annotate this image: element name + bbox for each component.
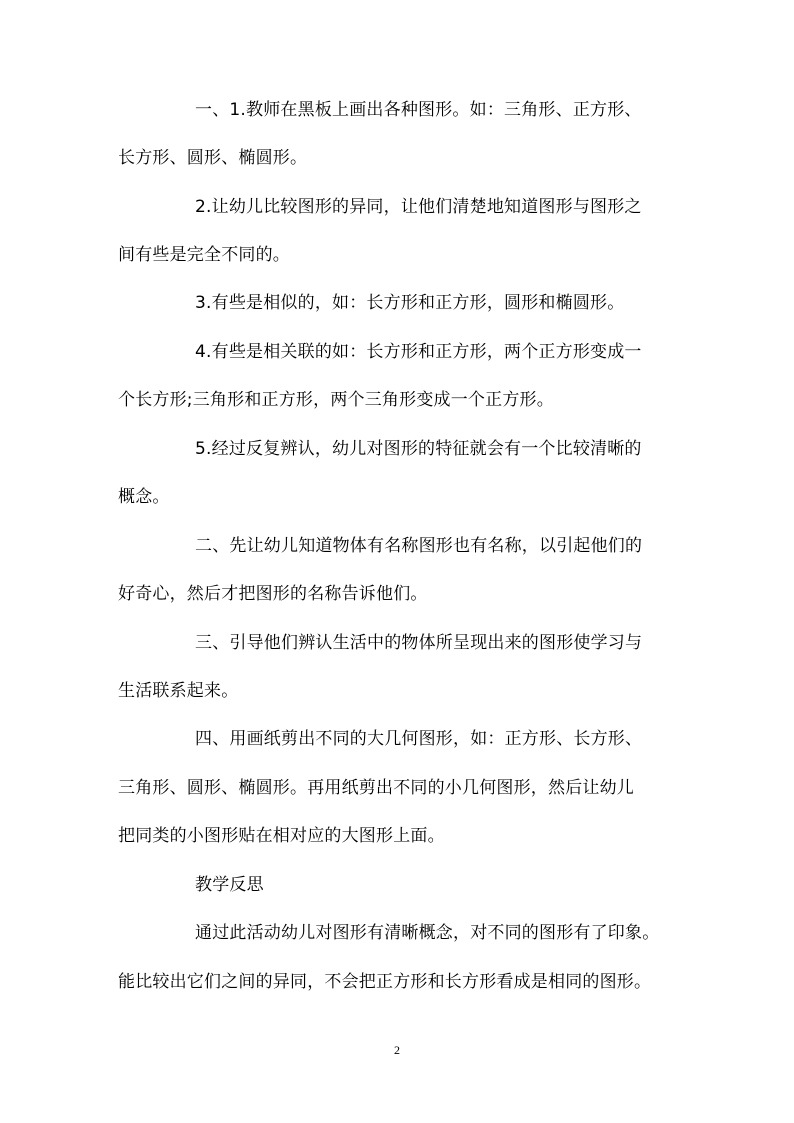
paragraph-line: 通过此活动幼儿对图形有清晰概念，对不同的图形有了印象。 (195, 923, 660, 943)
paragraph-line: 好奇心，然后才把图形的名称告诉他们。 (118, 584, 428, 604)
paragraph-line: 4.有些是相关联的如：长方形和正方形，两个正方形变成一 (195, 342, 642, 362)
paragraph-line: 长方形、圆形、椭圆形。 (118, 148, 308, 168)
paragraph-line: 个长方形;三角形和正方形，两个三角形变成一个正方形。 (118, 390, 554, 410)
paragraph-line: 间有些是完全不同的。 (118, 245, 290, 265)
paragraph-line: 能比较出它们之间的异同，不会把正方形和长方形看成是相同的图形。 (118, 972, 652, 992)
paragraph-line: 生活联系起来。 (118, 681, 239, 701)
paragraph-line: 2.让幼儿比较图形的异同，让他们清楚地知道图形与图形之 (195, 197, 642, 217)
paragraph-line: 二、先让幼儿知道物体有名称图形也有名称，以引起他们的 (195, 536, 643, 556)
paragraph-line: 5.经过反复辨认，幼儿对图形的特征就会有一个比较清晰的 (195, 439, 642, 459)
paragraph-line: 四、用画纸剪出不同的大几何图形，如：正方形、长方形、 (195, 729, 643, 749)
paragraph-line: 一、1.教师在黑板上画出各种图形。如：三角形、正方形、 (195, 100, 642, 120)
section-heading: 教学反思 (195, 875, 264, 895)
paragraph-line: 3.有些是相似的，如：长方形和正方形，圆形和椭圆形。 (195, 293, 625, 313)
paragraph-line: 概念。 (118, 487, 170, 507)
paragraph-line: 三、引导他们辨认生活中的物体所呈现出来的图形使学习与 (195, 633, 643, 653)
page-number: 2 (394, 1043, 400, 1057)
paragraph-line: 三角形、圆形、椭圆形。再用纸剪出不同的小几何图形，然后让幼儿 (118, 778, 634, 798)
paragraph-line: 把同类的小图形贴在相对应的大图形上面。 (118, 826, 445, 846)
